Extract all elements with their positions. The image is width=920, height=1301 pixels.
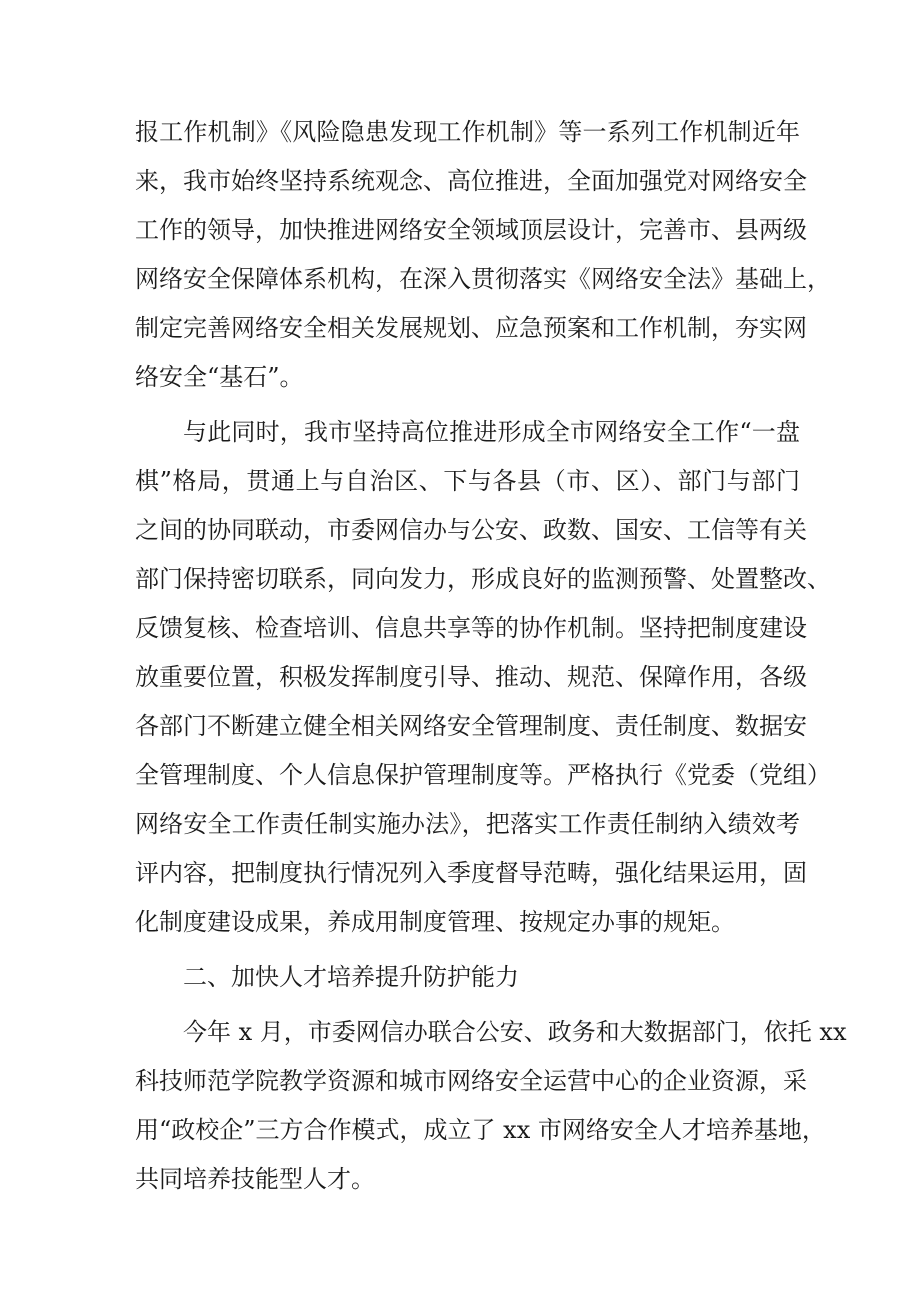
paragraph-line: 反馈复核、检查培训、信息共享等的协作机制。坚持把制度建设 <box>135 614 807 642</box>
paragraph-line: 科技师范学院教学资源和城市网络安全运营中心的企业资源，采 <box>135 1067 807 1095</box>
paragraph-coordination <box>135 408 831 947</box>
paragraph-line: 报工作机制》《风险隐患发现工作机制》等一系列工作机制近年 <box>135 118 800 146</box>
paragraph-line: 络安全“基石”。 <box>135 363 304 391</box>
paragraph-line: 今年 x 月，市委网信办联合公安、政务和大数据部门，依托 xx <box>183 1018 847 1046</box>
paragraph-line: 评内容，把制度执行情况列入季度督导范畴，强化结果运用，固 <box>135 859 807 887</box>
paragraph-line: 共同培养技能型人才。 <box>135 1165 375 1193</box>
paragraph-line: 之间的协同联动，市委网信办与公安、政数、国安、工信等有关 <box>135 516 807 544</box>
paragraph-line: 来，我市始终坚持系统观念、高位推进，全面加强党对网络安全 <box>135 167 807 195</box>
document-body <box>135 108 847 1204</box>
paragraph-system-building <box>135 108 831 402</box>
section-heading-text: 二、加快人才培养提升防护能力 <box>183 963 519 991</box>
paragraph-line: 棋”格局，贯通上与自治区、下与各县（市、区）、部门与部门 <box>135 467 800 495</box>
paragraph-line: 工作的领导，加快推进网络安全领域顶层设计，完善市、县两级 <box>135 216 807 244</box>
paragraph-line: 放重要位置，积极发挥制度引导、推动、规范、保障作用，各级 <box>135 663 807 691</box>
paragraph-line: 用“政校企”三方合作模式，成立了 xx 市网络安全人才培养基地， <box>135 1116 826 1144</box>
paragraph-line: 网络安全工作责任制实施办法》，把落实工作责任制纳入绩效考 <box>135 810 800 838</box>
paragraph-line: 与此同时，我市坚持高位推进形成全市网络安全工作“一盘 <box>183 418 800 446</box>
paragraph-line: 各部门不断建立健全相关网络安全管理制度、责任制度、数据安 <box>135 712 807 740</box>
paragraph-line: 全管理制度、个人信息保护管理制度等。严格执行《党委（党组） <box>135 761 831 789</box>
paragraph-talent-training <box>135 1008 847 1204</box>
section-heading <box>135 953 800 1002</box>
paragraph-line: 部门保持密切联系，同向发力，形成良好的监测预警、处置整改、 <box>135 565 831 593</box>
paragraph-line: 化制度建设成果，养成用制度管理、按规定办事的规矩。 <box>135 908 735 936</box>
paragraph-line: 网络安全保障体系机构，在深入贯彻落实《网络安全法》基础上， <box>135 265 831 293</box>
paragraph-line: 制定完善网络安全相关发展规划、应急预案和工作机制，夯实网 <box>135 314 807 342</box>
